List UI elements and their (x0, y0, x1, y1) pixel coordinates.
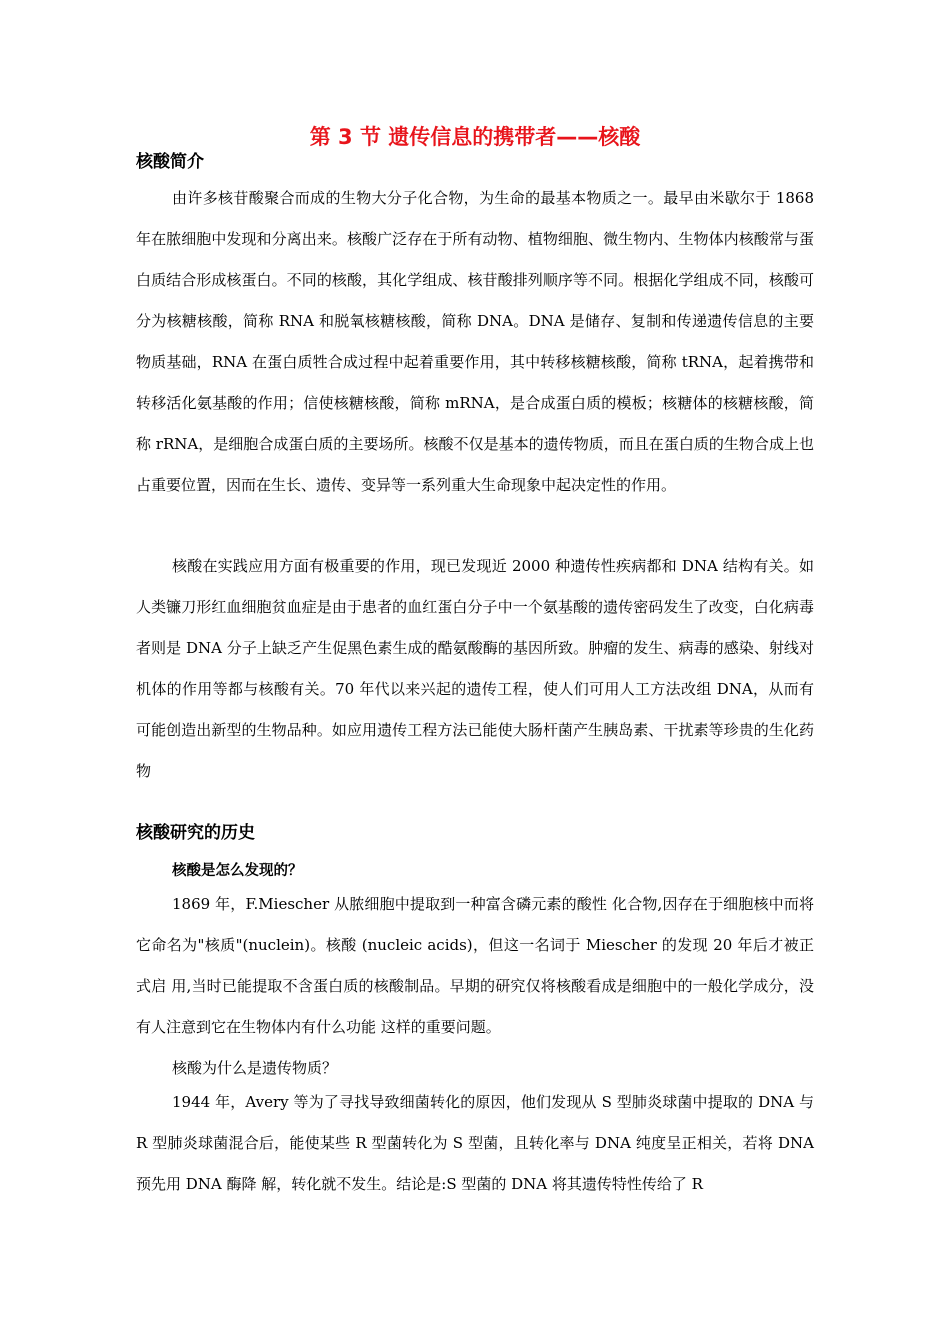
subheading-discovery: 核酸是怎么发现的？ (172, 863, 303, 879)
paragraph-intro-2: 核酸在实践应用方面有极重要的作用，现已发现近 2000 种遗传性疾病都和 DNA 结构有关。如人类镰刀形红血细胞贫血症是由于患者的血红蛋白分子中一个氨基酸的遗传密码发生了改变，白化病毒者则是 DNA 分子上缺乏产生促黑色素生成的酷氨酸酶的基因所致。肿瘤的发生、病毒的感染、射线对机体的作用等都与核酸有关。70 年代以来兴起的遗传工程，使人们可用人工方法改组 DNA，从而有可能创造出新型的生物品种。如应用遗传工程方法已能使大肠杆菌产生胰岛素、干扰素等珍贵的生化药物 (136, 557, 814, 780)
section-heading-history: 核酸研究的历史 (136, 823, 255, 843)
paragraph-discovery: 1869 年，F.Miescher 从脓细胞中提取到一种富含磷元素的酸性 化合物,因存在于细胞核中而将它命名为"核质"(nuclein)。核酸 (nucleic acids)，但这一名词于 Miescher 的发现 20 年后才被正式启 用,当时已能提取不含蛋白质的核酸制品。早期的研究仅将核酸看成是细胞中的一般化学成分，没有人注意到它在生物体内有什么功能 这样的重要问题。 (136, 895, 814, 1036)
paragraph-intro-1: 由许多核苷酸聚合而成的生物大分子化合物，为生命的最基本物质之一。最早由米歇尔于 1868 年在脓细胞中发现和分离出来。核酸广泛存在于所有动物、植物细胞、微生物内、生物体内核酸常与蛋白质结合形成核蛋白。不同的核酸，其化学组成、核苷酸排列顺序等不同。根据化学组成不同，核酸可分为核糖核酸，简称 RNA 和脱氧核糖核酸，简称 DNA。DNA 是储存、复制和传递遗传信息的主要物质基础，RNA 在蛋白质牲合成过程中起着重要作用，其中转移核糖核酸，简称 tRNA，起着携带和转移活化氨基酸的作用；信使核糖核酸，简称 mRNA，是合成蛋白质的模板；核糖体的核糖核酸，简称 rRNA，是细胞合成蛋白质的主要场所。核酸不仅是基本的遗传物质，而且在蛋白质的生物合成上也占重要位置，因而在生长、遗传、变异等一系列重大生命现象中起决定性的作用。 (136, 189, 814, 494)
paragraph-genetic-material: 1944 年，Avery 等为了寻找导致细菌转化的原因，他们发现从 S 型肺炎球菌中提取的 DNA 与 R 型肺炎球菌混合后，能使某些 R 型菌转化为 S 型菌，且转化率与 DNA 纯度呈正相关，若将 DNA 预先用 DNA 酶降 解，转化就不发生。结论是:S 型菌的 DNA 将其遗传特性传给了 R (136, 1093, 814, 1193)
subheading-genetic-material: 核酸为什么是遗传物质？ (172, 1059, 338, 1077)
section-heading-intro: 核酸简介 (136, 152, 204, 172)
page-title: 第 3 节 遗传信息的携带者——核酸 (309, 125, 641, 149)
